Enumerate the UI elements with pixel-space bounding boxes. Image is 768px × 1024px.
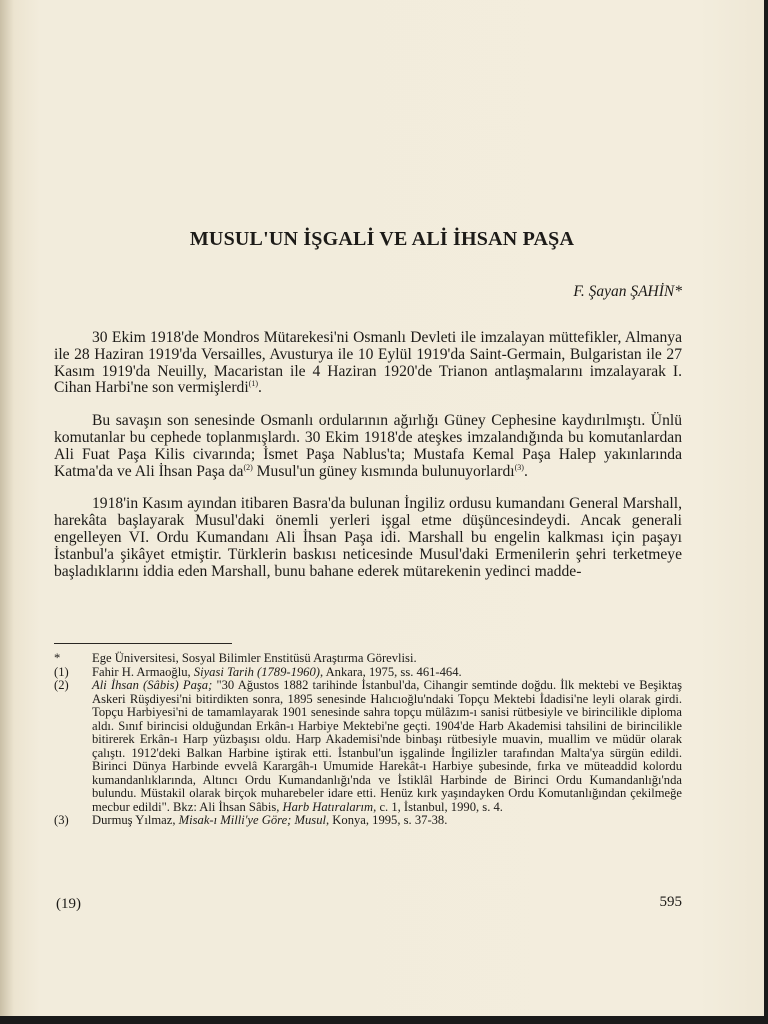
paragraph-2 xyxy=(54,413,682,480)
footnote-mark: (2) xyxy=(54,678,69,692)
paragraph-text: Bu savaşın son senesinde Osmanlı ordularının ağırlığı Güney Cephesine kaydırılmıştı. Ünlü komutanlar bu cephede toplanmışlardı. 30 Ekim 1918'de ateşkes imzalandığında bu komutanlardan Ali Fuat Paşa Kilis civarında; İsmet Paşa Nablus'ta; Mustafa Kemal Paşa Halep yakınlarında Katma'da ve Ali İhsan Paşa da xyxy=(54,412,682,480)
footnote-text-part: , Konya, 1995, s. 37-38. xyxy=(326,813,448,827)
footnote-text xyxy=(92,814,682,828)
footnote-ref: (3) xyxy=(514,462,524,472)
paragraph-text: . xyxy=(257,379,262,397)
footnote-2 xyxy=(54,679,682,814)
footnote-mark: (1) xyxy=(54,664,69,679)
page-number: 595 xyxy=(659,894,682,910)
footnote-3 xyxy=(54,814,682,828)
footnote-text-part: "30 Ağustos 1882 tarihinde İstanbul'da, Cihangir semtinde doğdu. İlk mektebi ve Beşiktaş Askeri Rüşdiyesi'ni bitirdikten sonra, 1895 senesinde Halıcıoğlu'ndaki Topçu Mektebi İdadisi'ne leyli olarak girdi. Topçu Harbiyesi'ni de tamamlayarak 1901 senesinde sahra topçu mülâzım-ı sanisi rütbesiyle ve birincilikle diploma aldı. Sınıf birincisi olduğundan Erkân-ı Harbiye Mektebi'ne geçti. 1904'de Harb Akademisi tahsilini de birincilikle bitirerek Erkân-ı Harp yüzbaşısı oldu. Harp Akademisi'nde binbaşı rütbesiyle muavin, muallim ve müdür olarak çalıştı. 1912'deki Balkan Harbine iştirak etti. İstanbul'un işgalinde İngilizler tarafından Malta'ya sürgün edildi. Birinci Dünya Harbinde evvelâ Karargâh-ı Umumide Harekât-ı Harbiye şubesinde, fırka ve müteaddid kolordu kumandanlıklarında, Altıncı Ordu Kumandanlığı'nda ve İstiklâl Harbinde de Birinci Ordu Kumandanlığı'nda bulundu. Müstakil olarak birçok muharebeler idare etti. Henüz kırk yaşındayken Ordu Komutanlığından çekilmeğe mecbur edildi". Bkz: Ali İhsan Sâbis, xyxy=(92,678,682,814)
footnote-text-part: Durmuş Yılmaz, xyxy=(92,813,179,827)
footnote-source-title: Siyasi Tarih (1789-1960) xyxy=(193,664,320,679)
footnote-ref: (1) xyxy=(248,379,258,389)
body-text xyxy=(54,330,682,596)
footnote-divider xyxy=(54,643,232,644)
paragraph-text: 30 Ekim 1918'de Mondros Mütarekesi'ni Osmanlı Devleti ile imzalayan müttefikler, Almanya ile 28 Haziran 1919'da Versailles, Avusturya ile 10 Eylül 1919'da Saint-Germain, Bulgaristan ile 27 Kasım 1919'da Neuilly, Macaristan ile 4 Haziran 1920'de Trianon antlaşmalarını imzalayarak I. Cihan Harbi'ne son vermişlerdi xyxy=(54,329,682,397)
paragraph-text: Musul'un güney kısmında bulunuyorlardı xyxy=(252,462,515,480)
footnote-source-title: Misak-ı Milli'ye Göre; Musul xyxy=(178,813,326,827)
footnote-ref: (2) xyxy=(243,462,253,472)
paragraph-1 xyxy=(54,330,682,397)
paragraph-text: 1918'in Kasım ayından itibaren Basra'da bulunan İngiliz ordusu kumandanı General Marshall, harekâta başlayarak Musul'daki önemli yerleri işgal etme düşüncesindeydi. Ancak generali engelleyen VI. Ordu Kumandanı Ali İhsan Paşa idi. Marshall bu engelin kalkması için paşayı İstanbul'a şikâyet etmiştir. Türklerin baskısı neticesinde Musul'daki Ermenilerin şehri terketmeye başladıklarını iddia eden Marshall, bunu bahane ederek mütarekenin yedinci madde- xyxy=(54,495,682,580)
footnotes xyxy=(54,652,682,828)
footnote-mark: * xyxy=(54,651,61,665)
footnote-affiliation xyxy=(54,652,682,666)
issue-number: (19) xyxy=(56,896,81,912)
footnote-text xyxy=(92,679,682,814)
article-title: MUSUL'UN İŞGALİ VE ALİ İHSAN PAŞA xyxy=(189,228,575,250)
footnote-text-part: , Ankara, 1975, ss. 461-464. xyxy=(319,664,462,679)
footnote-subject: Ali İhsan (Sâbis) Paşa; xyxy=(92,678,213,692)
author-line: F. Şayan ŞAHİN* xyxy=(573,283,682,300)
footnote-mark: (3) xyxy=(54,813,69,827)
paragraph-3 xyxy=(54,496,682,580)
footnote-text-part: Fahir H. Armaoğlu, xyxy=(92,664,194,679)
footnote-source-title: Harb Hatıralarım xyxy=(282,799,374,814)
footnote-text: Ege Üniversitesi, Sosyal Bilimler Enstitüsü Araştırma Görevlisi. xyxy=(92,651,417,665)
footnote-1 xyxy=(54,666,682,680)
footnote-text-part: , c. 1, İstanbul, 1990, s. 4. xyxy=(373,799,503,814)
footnote-text xyxy=(92,666,682,680)
paragraph-text: . xyxy=(523,462,528,480)
